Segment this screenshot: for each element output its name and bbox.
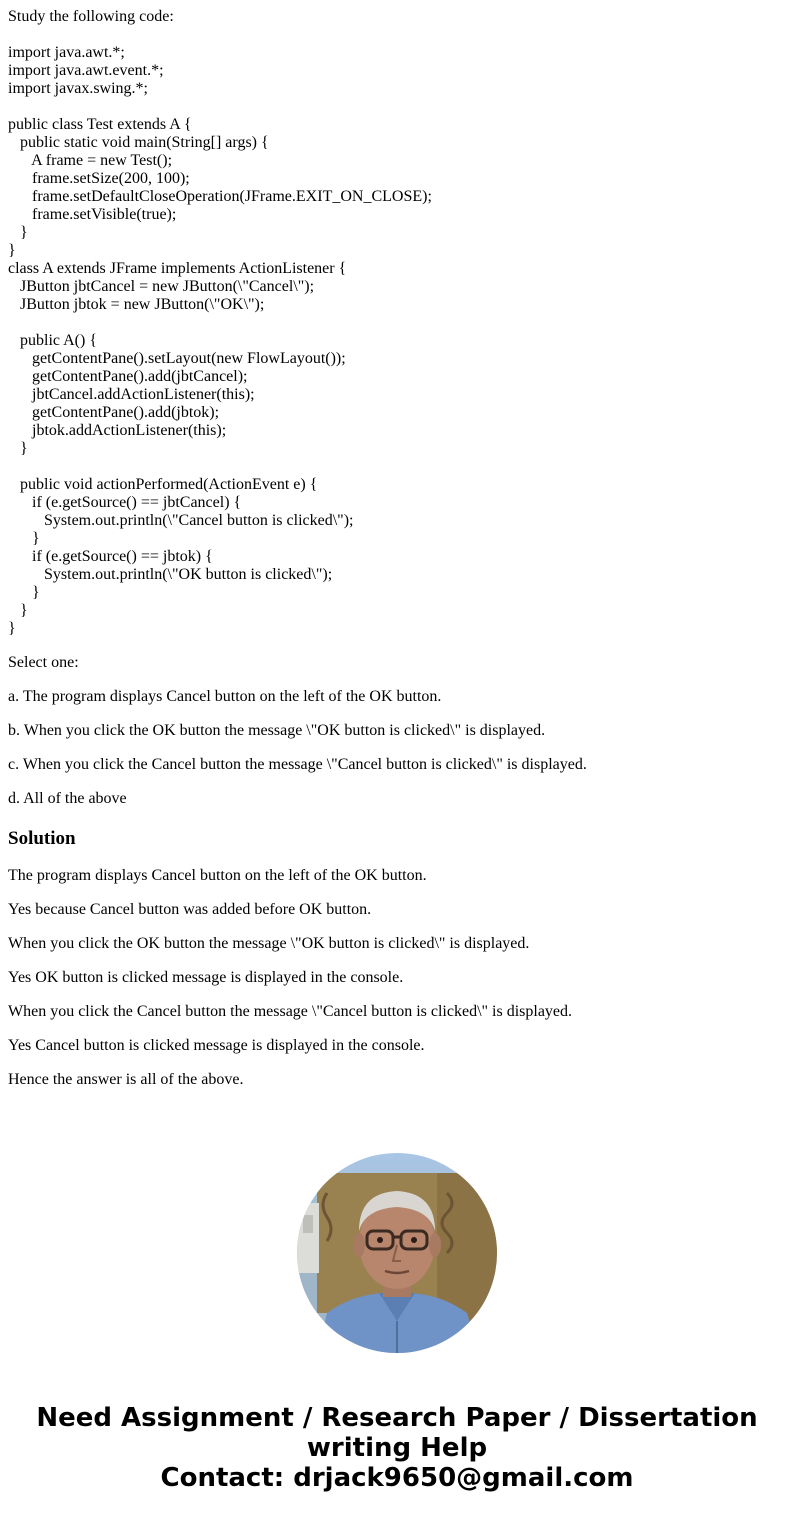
code-line: getContentPane().setLayout(new FlowLayout()); (8, 350, 346, 367)
code-line: getContentPane().add(jbtok); (8, 404, 220, 421)
code-line (8, 26, 786, 44)
author-avatar (297, 1153, 497, 1353)
code-line: } (8, 530, 40, 547)
solution-paragraph: Hence the answer is all of the above. (8, 1071, 244, 1088)
code-line: jbtCancel.addActionListener(this); (8, 386, 255, 403)
solution-heading: Solution (8, 828, 76, 849)
option-d: d. All of the above (8, 790, 127, 807)
code-line: } (8, 224, 28, 241)
code-line: frame.setDefaultCloseOperation(JFrame.EXIT_ON_CLOSE); (8, 188, 432, 205)
solution-paragraph: When you click the OK button the message \"OK button is clicked\" is displayed. (8, 935, 530, 952)
code-line: import java.awt.*; (8, 44, 125, 61)
code-line: } (8, 602, 28, 619)
option-a: a. The program displays Cancel button on the left of the OK button. (8, 688, 442, 705)
author-portrait-image (297, 1153, 497, 1353)
code-line: frame.setSize(200, 100); (8, 170, 190, 187)
banner-contact-email[interactable]: Contact: drjack9650@gmail.com (160, 1463, 634, 1493)
code-line: JButton jbtok = new JButton(\"OK\"); (8, 296, 265, 313)
code-line: } (8, 620, 16, 637)
select-one-prompt: Select one: (8, 654, 79, 671)
code-line: if (e.getSource() == jbtok) { (8, 548, 213, 565)
solution-paragraph: The program displays Cancel button on the left of the OK button. (8, 867, 427, 884)
code-line: public void actionPerformed(ActionEvent e) { (8, 476, 318, 493)
code-line: jbtok.addActionListener(this); (8, 422, 227, 439)
code-line: public static void main(String[] args) { (8, 134, 269, 151)
code-line: A frame = new Test(); (8, 152, 173, 169)
code-line (8, 98, 786, 116)
code-block (8, 26, 786, 638)
banner-line-1: Need Assignment / Research Paper / Dissertation (36, 1403, 758, 1433)
code-line: if (e.getSource() == jbtCancel) { (8, 494, 242, 511)
question-intro: Study the following code: (8, 8, 174, 25)
code-line: System.out.println(\"OK button is clicked\"); (8, 566, 333, 583)
code-line: frame.setVisible(true); (8, 206, 177, 223)
code-line (8, 458, 786, 476)
solution-paragraph: Yes OK button is clicked message is displayed in the console. (8, 969, 404, 986)
code-line: System.out.println(\"Cancel button is clicked\"); (8, 512, 354, 529)
solution-paragraph: Yes because Cancel button was added before OK button. (8, 901, 372, 918)
solution-paragraph: Yes Cancel button is clicked message is displayed in the console. (8, 1037, 425, 1054)
option-c: c. When you click the Cancel button the message \"Cancel button is clicked\" is displayed. (8, 756, 587, 773)
code-line: class A extends JFrame implements ActionListener { (8, 260, 347, 277)
solution-paragraph: When you click the Cancel button the message \"Cancel button is clicked\" is displayed. (8, 1003, 573, 1020)
code-line: } (8, 242, 16, 259)
code-line: JButton jbtCancel = new JButton(\"Cancel\"); (8, 278, 315, 295)
banner-line-2: writing Help (306, 1433, 488, 1463)
option-b: b. When you click the OK button the message \"OK button is clicked\" is displayed. (8, 722, 546, 739)
code-line: import java.awt.event.*; (8, 62, 164, 79)
code-line: import javax.swing.*; (8, 80, 148, 97)
code-line: } (8, 440, 28, 457)
code-line: public class Test extends A { (8, 116, 192, 133)
code-line: public A() { (8, 332, 97, 349)
code-line: } (8, 584, 40, 601)
contact-banner (0, 1403, 794, 1493)
code-line (8, 314, 786, 332)
code-line: getContentPane().add(jbtCancel); (8, 368, 248, 385)
